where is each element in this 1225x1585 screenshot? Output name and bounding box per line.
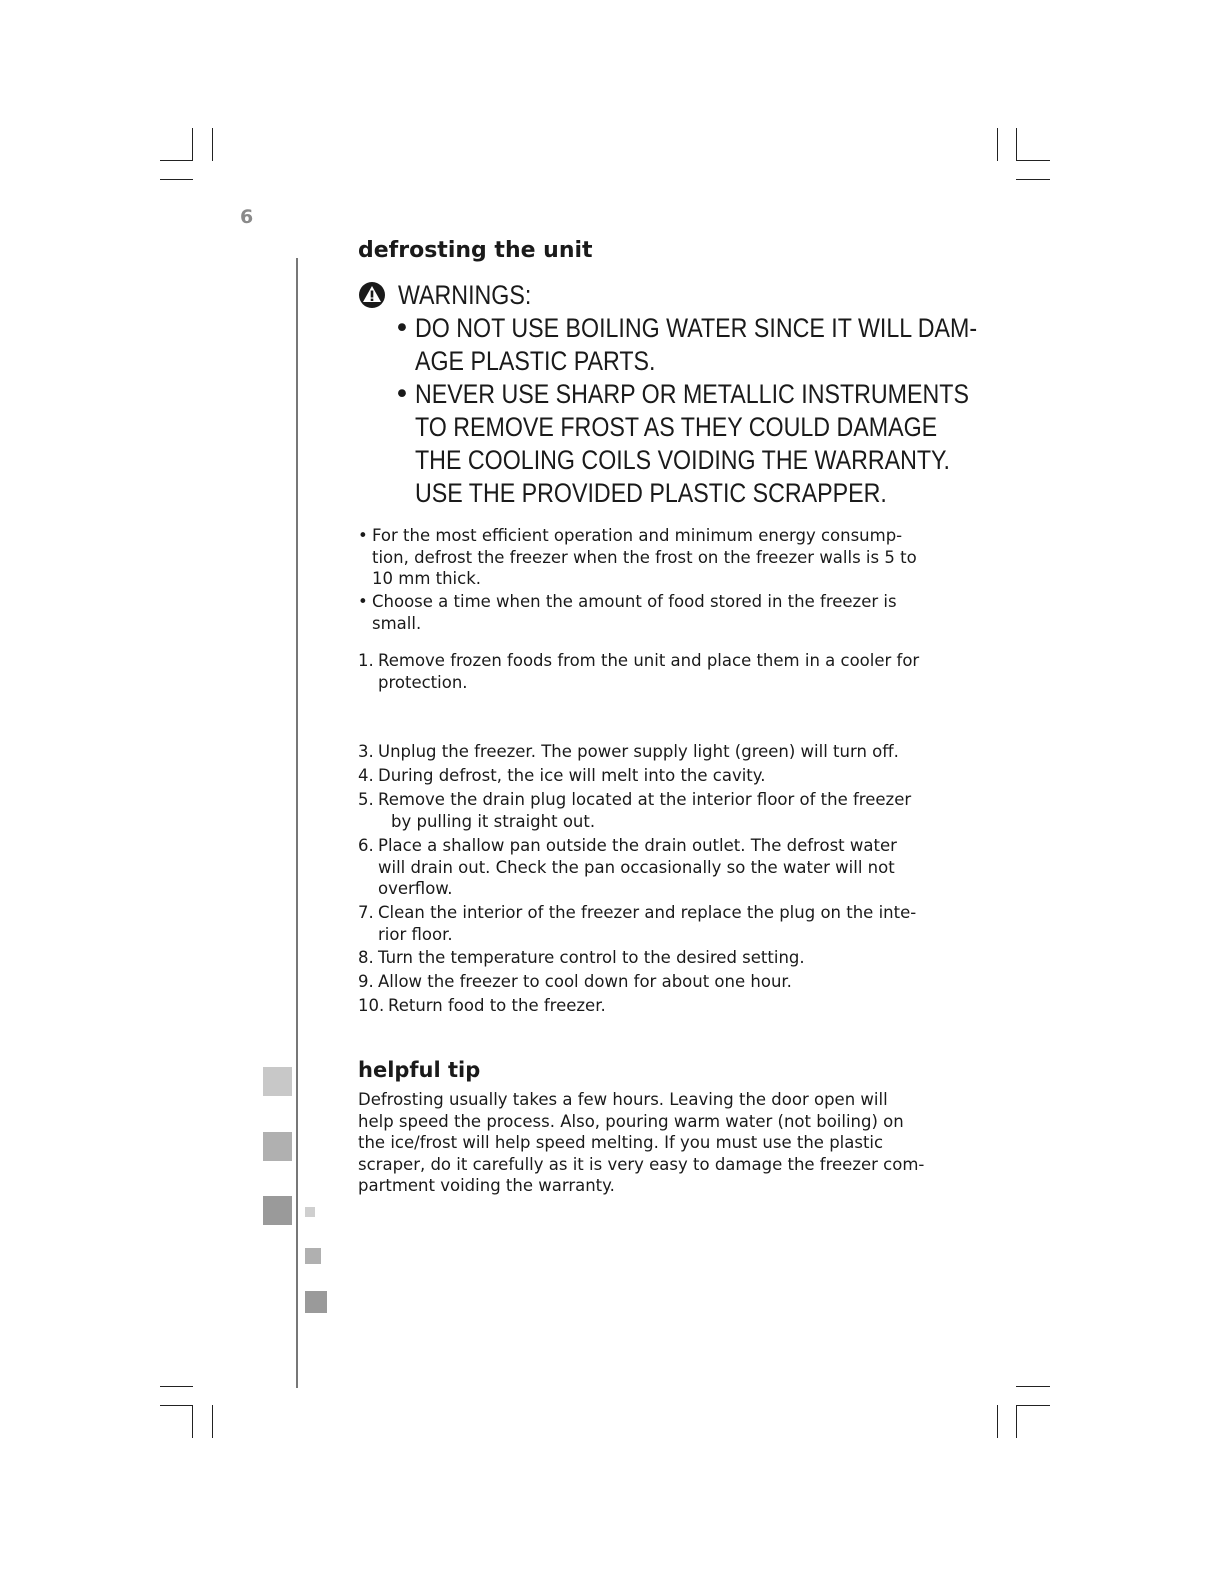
- step-line: Allow the freezer to cool down for about one hour.: [378, 972, 792, 991]
- tip-line: Defrosting usually takes a few hours. Leaving the door open will: [358, 1090, 888, 1109]
- step-number: 9.: [358, 972, 374, 991]
- bullet-line: Choose a time when the amount of food stored in the freezer is: [372, 592, 897, 611]
- tip-line: the ice/frost will help speed melting. If you must use the plastic: [358, 1133, 884, 1152]
- step-line: rior floor.: [378, 924, 453, 944]
- step-line: During defrost, the ice will melt into the cavity.: [378, 766, 766, 785]
- step-line: overflow.: [378, 879, 453, 898]
- warning-line: DO NOT USE BOILING WATER SINCE IT WILL DAM-: [415, 313, 978, 343]
- step-line: will drain out. Check the pan occasionally so the water will not: [378, 857, 895, 877]
- step-line: by pulling it straight out.: [391, 811, 596, 831]
- gray-swatch-light: [263, 1067, 292, 1096]
- crop-mark: [1016, 1405, 1017, 1438]
- step-number: 4.: [358, 766, 374, 785]
- crop-mark: [212, 1405, 213, 1438]
- margin-rule: [296, 258, 298, 1388]
- warning-line: AGE PLASTIC PARTS.: [415, 346, 656, 376]
- step-line: Remove the drain plug located at the interior floor of the freezer: [378, 790, 912, 809]
- step-line: Return food to the freezer.: [388, 996, 606, 1015]
- tip-line: partment voiding the warranty.: [358, 1176, 615, 1195]
- crop-mark: [1016, 128, 1017, 161]
- warning-line: THE COOLING COILS VOIDING THE WARRANTY.: [415, 445, 951, 475]
- step-line: Unplug the freezer. The power supply light (green) will turn off.: [378, 742, 899, 761]
- bullet-icon: •: [358, 526, 368, 545]
- crop-mark: [212, 128, 213, 161]
- step-number: 5.: [358, 790, 374, 809]
- bullet-line: For the most efficient operation and minimum energy consump-: [372, 526, 903, 545]
- bullet-icon: •: [358, 592, 368, 611]
- crop-mark: [997, 1405, 998, 1438]
- gray-swatch-small-dark: [305, 1291, 327, 1313]
- crop-mark: [192, 128, 193, 161]
- step-number: 8.: [358, 948, 374, 967]
- step-line: Place a shallow pan outside the drain outlet. The defrost water: [378, 836, 897, 855]
- bullet-icon: •: [394, 379, 410, 410]
- step-line: Turn the temperature control to the desired setting.: [378, 948, 805, 967]
- warning-line: TO REMOVE FROST AS THEY COULD DAMAGE: [415, 412, 938, 442]
- crop-mark: [192, 1405, 193, 1438]
- step-number: 1.: [358, 651, 374, 670]
- tip-line: scraper, do it carefully as it is very easy to damage the freezer com-: [358, 1154, 925, 1174]
- step-line: protection.: [378, 672, 468, 692]
- crop-mark: [1016, 1386, 1050, 1387]
- step-number: 3.: [358, 742, 374, 761]
- crop-mark: [1016, 1405, 1050, 1406]
- tip-title: helpful tip: [358, 1058, 481, 1082]
- tip-line: help speed the process. Also, pouring warm water (not boiling) on: [358, 1111, 904, 1131]
- crop-mark: [160, 160, 193, 161]
- warning-triangle-icon: [358, 281, 386, 309]
- bullet-line: small.: [372, 613, 422, 633]
- step-line: Remove frozen foods from the unit and place them in a cooler for: [378, 651, 920, 670]
- step-line: Clean the interior of the freezer and replace the plug on the inte-: [378, 903, 917, 922]
- crop-mark: [1016, 160, 1050, 161]
- step-number: 6.: [358, 836, 374, 855]
- gray-swatch-small-mid: [305, 1248, 321, 1264]
- gray-swatch-mid: [263, 1132, 292, 1161]
- bullet-icon: •: [394, 313, 410, 344]
- step-number: 10.: [358, 996, 385, 1015]
- warnings-heading: [358, 276, 553, 314]
- crop-mark: [160, 1386, 193, 1387]
- step-number: 7.: [358, 903, 374, 922]
- crop-mark: [1016, 179, 1050, 180]
- crop-mark: [160, 1405, 193, 1406]
- section-title: defrosting the unit: [358, 238, 593, 263]
- warning-line: USE THE PROVIDED PLASTIC SCRAPPER.: [415, 478, 887, 508]
- bullet-line: 10 mm thick.: [372, 569, 482, 588]
- bullet-line: tion, defrost the freezer when the frost on the freezer walls is 5 to: [372, 547, 917, 567]
- crop-mark: [997, 128, 998, 161]
- warnings-title: WARNINGS:: [398, 279, 532, 310]
- gray-swatch-dark: [263, 1196, 292, 1225]
- gray-swatch-small-light: [305, 1207, 315, 1217]
- page-number: 6: [240, 206, 254, 228]
- crop-mark: [160, 179, 193, 180]
- warning-line: NEVER USE SHARP OR METALLIC INSTRUMENTS: [415, 379, 969, 409]
